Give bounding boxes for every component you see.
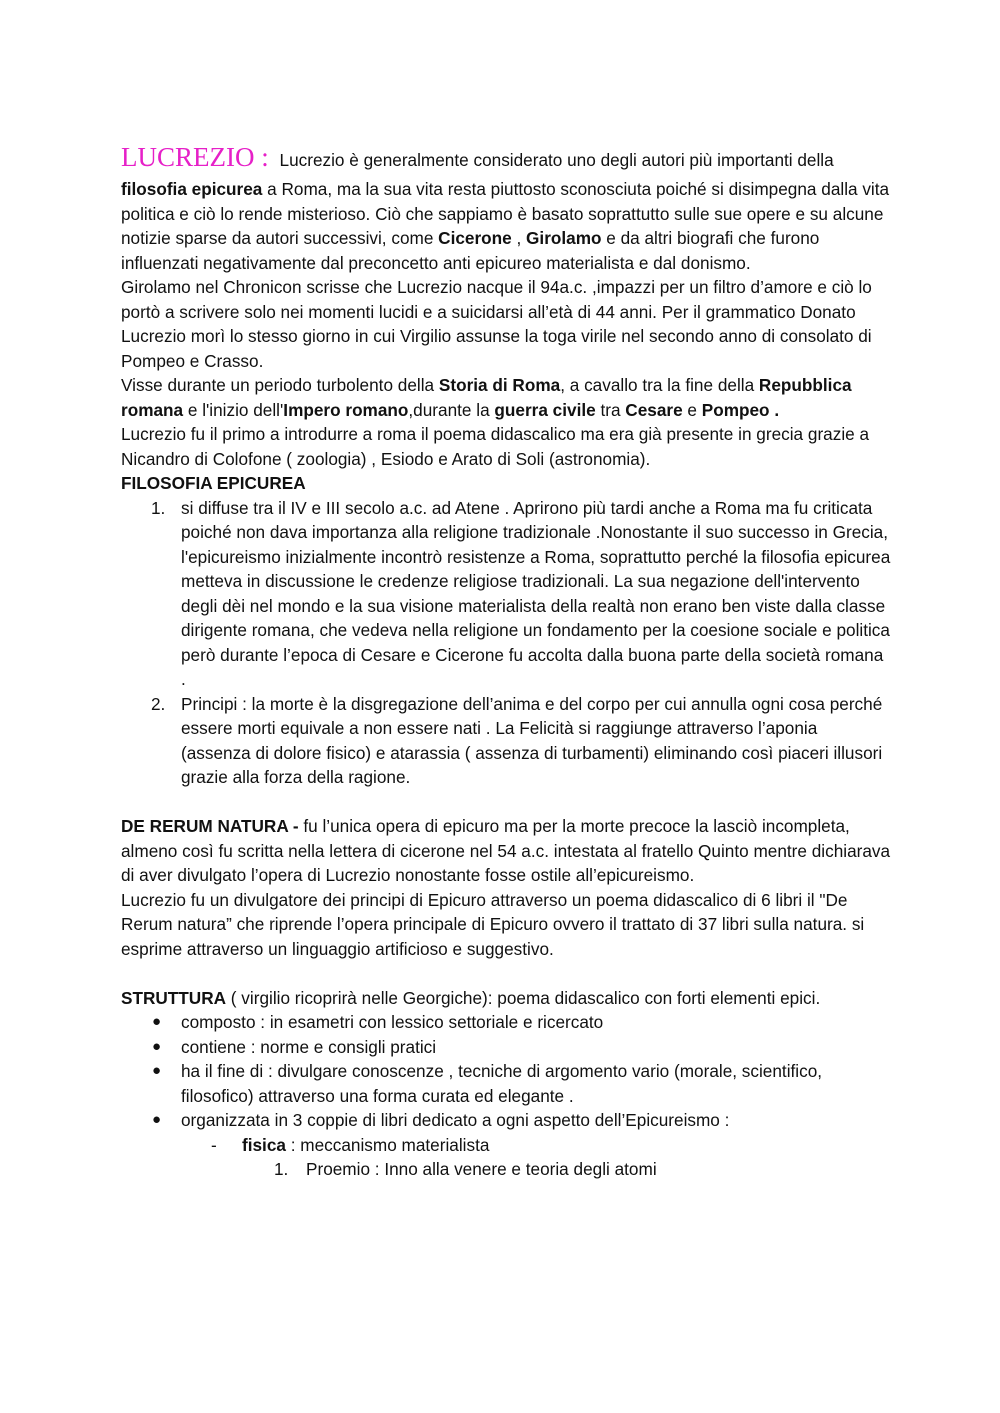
- struttura-text: ( virgilio ricoprirà nelle Georgiche): poema didascalico con forti elementi epici.: [226, 987, 821, 1008]
- dash-item-fisica: [121, 1133, 891, 1158]
- list-item: [121, 1108, 891, 1133]
- intro-first-text: Lucrezio è generalmente considerato uno degli autori più importanti della: [274, 150, 834, 170]
- bullet-icon: ●: [152, 1062, 162, 1079]
- document-title: LUCREZIO :: [121, 142, 269, 172]
- bold-fisica: fisica: [242, 1134, 286, 1155]
- bullet-icon: ●: [152, 1013, 162, 1030]
- visse-text-5: tra: [595, 399, 626, 420]
- list-item-text: Principi : la morte è la disgregazione dell’anima e del corpo per cui annulla ogni cosa perché essere morti equivale a non essere nati . La Felicità si raggiunge attraverso l’aponia (assenza di dolore fisico) e atarassia ( assenza di turbamenti) eliminando così piaceri illusori grazie alla forza della ragione.: [181, 693, 883, 787]
- visse-paragraph: [121, 373, 891, 422]
- list-item: [121, 692, 891, 790]
- list-item-text: si diffuse tra il IV e III secolo a.c. ad Atene . Aprirono più tardi anche a Roma ma fu criticata poiché non dava importanza alla religione tradizionale .Nonostante il suo successo in Grecia, l'epicureismo inizialmente incontrò resistenze a Roma, soprattutto perché la filosofia epicurea metteva in discussione le credenze religiose tradizionali. La sua negazione dell'intervento degli dèi nel mondo e la sua visione materialista della realtà non erano ben viste dalla classe dirigente romana, che vedeva nella religione un fondamento per la coesione sociale e politica però durante l’epoca di Cesare e Cicerone fu accolta dalla buona parte della società romana .: [181, 497, 891, 689]
- paragraph-gap: [121, 961, 891, 986]
- visse-text-3: e l'inizio dell': [183, 399, 284, 420]
- filosofia-heading: [121, 471, 891, 496]
- drn-paragraph: [121, 814, 891, 888]
- list-item: [121, 1010, 891, 1035]
- drn-paragraph-2: Lucrezio fu un divulgatore dei principi di Epicuro attraverso un poema didascalico di 6 libri il "De Rerum natura” che riprende l’opera principale di Epicuro ovvero il trattato di 37 libri sulla natura. si esprime attraverso un linguaggio artificioso e suggestivo.: [121, 889, 865, 959]
- visse-text-2: , a cavallo tra la fine della: [560, 375, 759, 395]
- drn-text: fu l’unica opera di epicuro ma per la morte precoce la lasciò incompleta, almeno così fu scritta nella lettera di cicerone nel 54 a.c. intestata al fratello Quinto mentre dichiarava di aver divulgato l’opera di Lucrezio nonostante fosse ostile all’epicureismo.: [121, 816, 891, 885]
- filosofia-heading-text: FILOSOFIA EPICUREA: [121, 473, 306, 493]
- document-page: [121, 140, 891, 1182]
- sub-item-proemio: [121, 1157, 891, 1182]
- struttura-heading: STRUTTURA: [121, 987, 227, 1008]
- list-item-text: composto : in esametri con lessico settoriale e ricercato: [181, 1012, 604, 1032]
- bold-impero-romano: Impero romano: [283, 399, 409, 420]
- intro-text-2: ,: [511, 228, 527, 248]
- intro-text-3: e da altri biografi che furono influenzati negativamente dal preconcetto anti epicureo materialista e dal donismo.: [121, 228, 820, 273]
- intro-first-line: [121, 140, 891, 177]
- bullet-icon: ●: [152, 1037, 162, 1055]
- filosofia-list: [121, 496, 891, 790]
- drn-heading: DE RERUM NATURA -: [121, 816, 304, 836]
- list-number: 2.: [151, 693, 166, 714]
- struttura-list: [121, 1010, 891, 1133]
- list-item: [121, 1035, 891, 1060]
- girolamo-paragraph: Girolamo nel Chronicon scrisse che Lucrezio nacque il 94a.c. ,impazzi per un filtro d’amore e ciò lo portò a scrivere solo nei momenti lucidi e a suicidarsi all’età di 44 anni. Per il grammatico Donato Lucrezio morì lo stesso giorno in cui Virgilio assunse la toga virile nel secondo anno di consolato di Pompeo e Crasso.: [121, 277, 872, 371]
- bold-pompeo: Pompeo .: [701, 399, 780, 420]
- bullet-icon: ●: [152, 1111, 162, 1128]
- bold-repubblica-romana: Repubblica romana: [121, 375, 852, 420]
- visse-text-1: Visse durante un periodo turbolento della: [121, 375, 439, 395]
- list-item: [121, 1059, 891, 1108]
- sub-item-number: 1.: [274, 1159, 289, 1179]
- bold-cicerone: Cicerone: [438, 228, 512, 248]
- sub-item-text: Proemio : Inno alla venere e teoria degli atomi: [306, 1159, 657, 1179]
- list-number: 1.: [151, 497, 166, 518]
- paragraph-gap: [121, 790, 891, 815]
- struttura-paragraph: [121, 986, 891, 1011]
- list-item-text: ha il fine di : divulgare conoscenze , tecniche di argomento vario (morale, scientifico, filosofico) attraverso una forma curata ed elegante .: [181, 1061, 823, 1106]
- bold-storia-di-roma: Storia di Roma: [438, 375, 561, 395]
- dash-item-text: : meccanismo materialista: [285, 1134, 490, 1155]
- list-item-text: organizzata in 3 coppie di libri dedicato a ogni aspetto dell’Epicureismo :: [181, 1110, 730, 1130]
- bold-guerra-civile: guerra civile: [494, 399, 596, 420]
- visse-text-6: e: [682, 399, 702, 420]
- visse-text-4: ,durante la: [408, 399, 495, 420]
- bold-cesare: Cesare: [625, 399, 683, 420]
- poema-paragraph: Lucrezio fu il primo a introdurre a roma il poema didascalico ma era già presente in grecia grazie a Nicandro di Colofone ( zoologia) , Esiodo e Arato di Soli (astronomia).: [121, 424, 870, 469]
- bold-filosofia-epicurea: filosofia epicurea: [121, 179, 263, 199]
- dash-mark: -: [211, 1134, 217, 1155]
- intro-paragraph: [121, 177, 891, 275]
- list-item: [121, 496, 891, 692]
- bold-girolamo: Girolamo: [526, 228, 602, 248]
- intro-text-1: a Roma, ma la sua vita resta piuttosto sconosciuta poiché si disimpegna dalla vita politica e ciò lo rende misterioso. Ciò che sappiamo è basato soprattutto sulle sue opere e su alcune notizie sparse da autori successivi, come: [121, 179, 890, 248]
- list-item-text: contiene : norme e consigli pratici: [181, 1036, 437, 1057]
